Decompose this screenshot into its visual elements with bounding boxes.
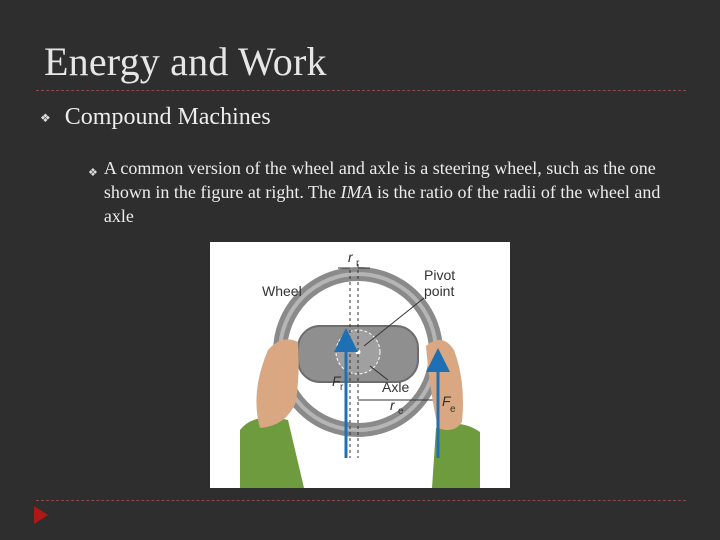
re-sub: e: [398, 406, 404, 417]
sub-bullet-icon: ❖: [88, 167, 98, 179]
footer-divider: [36, 500, 686, 501]
axle-label: Axle: [382, 379, 410, 395]
re-label: r: [390, 397, 395, 413]
left-hand: [256, 339, 298, 428]
bullet-level-1: [40, 104, 271, 131]
steering-wheel-diagram: [210, 242, 510, 488]
ima-term: IMA: [340, 182, 373, 202]
fe-sub: e: [450, 404, 456, 415]
pivot-label: Pivot: [424, 267, 456, 283]
fe-label: F: [442, 393, 451, 409]
slide-title: Energy and Work: [44, 39, 327, 84]
rr-sub: r: [356, 258, 360, 269]
steering-wheel-figure: [210, 242, 510, 488]
wheel-label: Wheel: [262, 283, 302, 299]
next-slide-arrow-icon[interactable]: [34, 506, 48, 529]
left-sleeve: [240, 418, 304, 488]
fr-label: F: [332, 373, 341, 389]
bullet-icon: ❖: [40, 111, 51, 125]
bullet-text: Compound Machines: [64, 104, 271, 130]
bullet-level-2: [88, 156, 678, 228]
point-label: point: [424, 283, 455, 299]
title-divider: [36, 90, 686, 91]
sub-bullet-text: A common version of the wheel and axle is a steering wheel, such as the one shown in the figure at right. The IMA is the ratio of the radii of the wheel and axle: [103, 158, 661, 226]
fr-sub: r: [340, 382, 344, 393]
rr-label: r: [348, 249, 353, 265]
right-hand: [426, 340, 463, 430]
